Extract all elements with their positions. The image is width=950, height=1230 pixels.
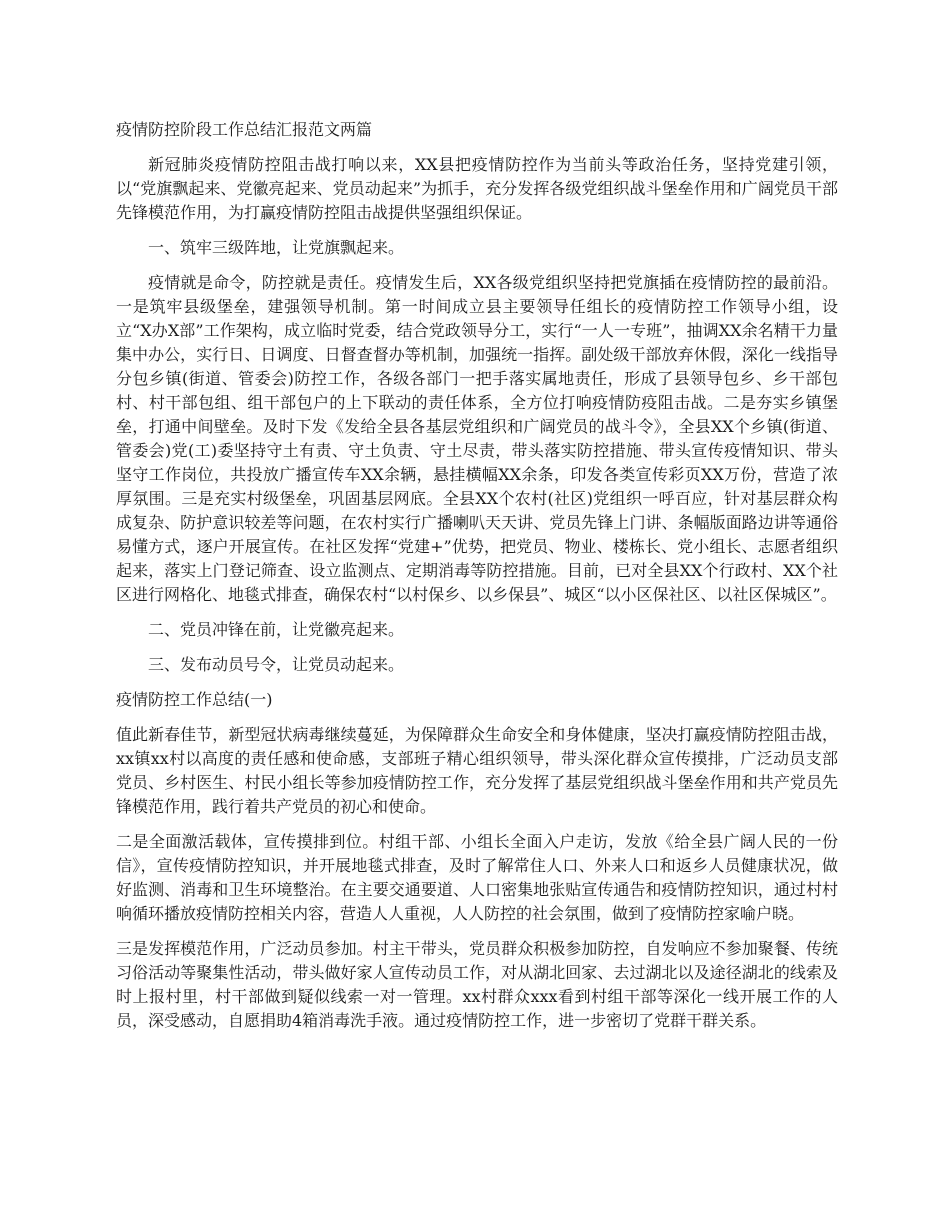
heading-one: 一、筑牢三级阵地，让党旗飘起来。: [148, 238, 405, 257]
section-paragraph-1: 值此新春佳节，新型冠状病毒继续蔓延，为保障群众生命安全和身体健康，坚决打赢疫情防控阻击战，xx镇xx村以高度的责任感和使命感，支部班子精心组织领导，带头深化群众宣传摸排，广泛动员支部党员、乡村医生、村民小组长等参加疫情防控工作，充分发挥了基层党组织战斗堡垒作用和共产党员先锋模范作用，践行着共产党员的初心和使命。: [116, 725, 838, 816]
section-paragraph-2: 二是全面激活载体，宣传摸排到位。村组干部、小组长全面入户走访，发放《给全县广阔人民的一份信》，宣传疫情防控知识，并开展地毯式排查，及时了解常住人口、外来人口和返乡人员健康状况，做好监测、消毒和卫生环境整治。在主要交通要道、人口密集地张贴宣传通告和疫情防控知识，通过村村响循环播放疫情防控相关内容，营造人人重视，人人防控的社会氛围，做到了疫情防控家喻户晓。: [116, 832, 838, 923]
document-title: 疫情防控阶段工作总结汇报范文两篇: [116, 120, 373, 139]
section-paragraph-3: 三是发挥模范作用，广泛动员参加。村主干带头，党员群众积极参加防控，自发响应不参加聚餐、传统习俗活动等聚集性活动，带头做好家人宣传动员工作，对从湖北回家、去过湖北以及途径湖北的线索及时上报村里，村干部做到疑似线索一对一管理。xx村群众xxx看到村组干部等深化一线开展工作的人员，深受感动，自愿捐助4箱消毒洗手液。通过疫情防控工作，进一步密切了党群干群关系。: [116, 939, 838, 1030]
heading-two: 二、党员冲锋在前，让党徽亮起来。: [148, 620, 405, 639]
heading-three: 三、发布动员号令，让党员动起来。: [148, 655, 405, 674]
paragraph-body: 疫情就是命令，防控就是责任。疫情发生后，XX各级党组织坚持把党旗插在疫情防控的最前沿。一是筑牢县级堡垒，建强领导机制。第一时间成立县主要领导任组长的疫情防控工作领导小组，设立“X办X部”工作架构，成立临时党委，结合党政领导分工，实行“一人一专班”，抽调XX余名精干力量集中办公，实行日、日调度、日督查督办等机制，加强统一指挥。副处级干部放弃休假，深化一线指导分包乡镇(街道、管委会)防控工作，各级各部门一把手落实属地责任，形成了县领导包乡、乡干部包村、村干部包组、组干部包户的上下联动的责任体系，全方位打响疫情防疫阻击战。二是夯实乡镇堡垒，打通中间壁垒。及时下发《发给全县各基层党组织和广阔党员的战斗令》，全县XX个乡镇(街道、管委会)党(工)委坚持守土有责、守土负责、守土尽责，带头落实防控措施、带头宣传疫情知识、带头坚守工作岗位，共投放广播宣传车XX余辆，悬挂横幅XX余条，印发各类宣传彩页XX万份，营造了浓厚氛围。三是充实村级堡垒，巩固基层网底。全县XX个农村(社区)党组织一呼百应，针对基层群众构成复杂、防护意识较差等问题，在农村实行广播喇叭天天讲、党员先锋上门讲、条幅版面路边讲等通俗易懂方式，逐户开展宣传。在社区发挥“党建+”优势，把党员、物业、楼栋长、党小组长、志愿者组织起来，落实上门登记筛查、设立监测点、定期消毒等防控措施。目前，已对全县XX个行政村、XX个社区进行网格化、地毯式排查，确保农村“以村保乡、以乡保县”、城区“以小区保社区、以社区保城区”。: [116, 273, 838, 604]
section-title: 疫情防控工作总结(一): [116, 690, 273, 709]
document-page: [116, 118, 838, 1044]
paragraph-intro: 新冠肺炎疫情防控阻击战打响以来，XX县把疫情防控作为当前头等政治任务，坚持党建引领，以“党旗飘起来、党徽亮起来、党员动起来”为抓手，充分发挥各级党组织战斗堡垒作用和广阔党员干部先锋模范作用，为打赢疫情防控阻击战提供坚强组织保证。: [116, 155, 838, 222]
